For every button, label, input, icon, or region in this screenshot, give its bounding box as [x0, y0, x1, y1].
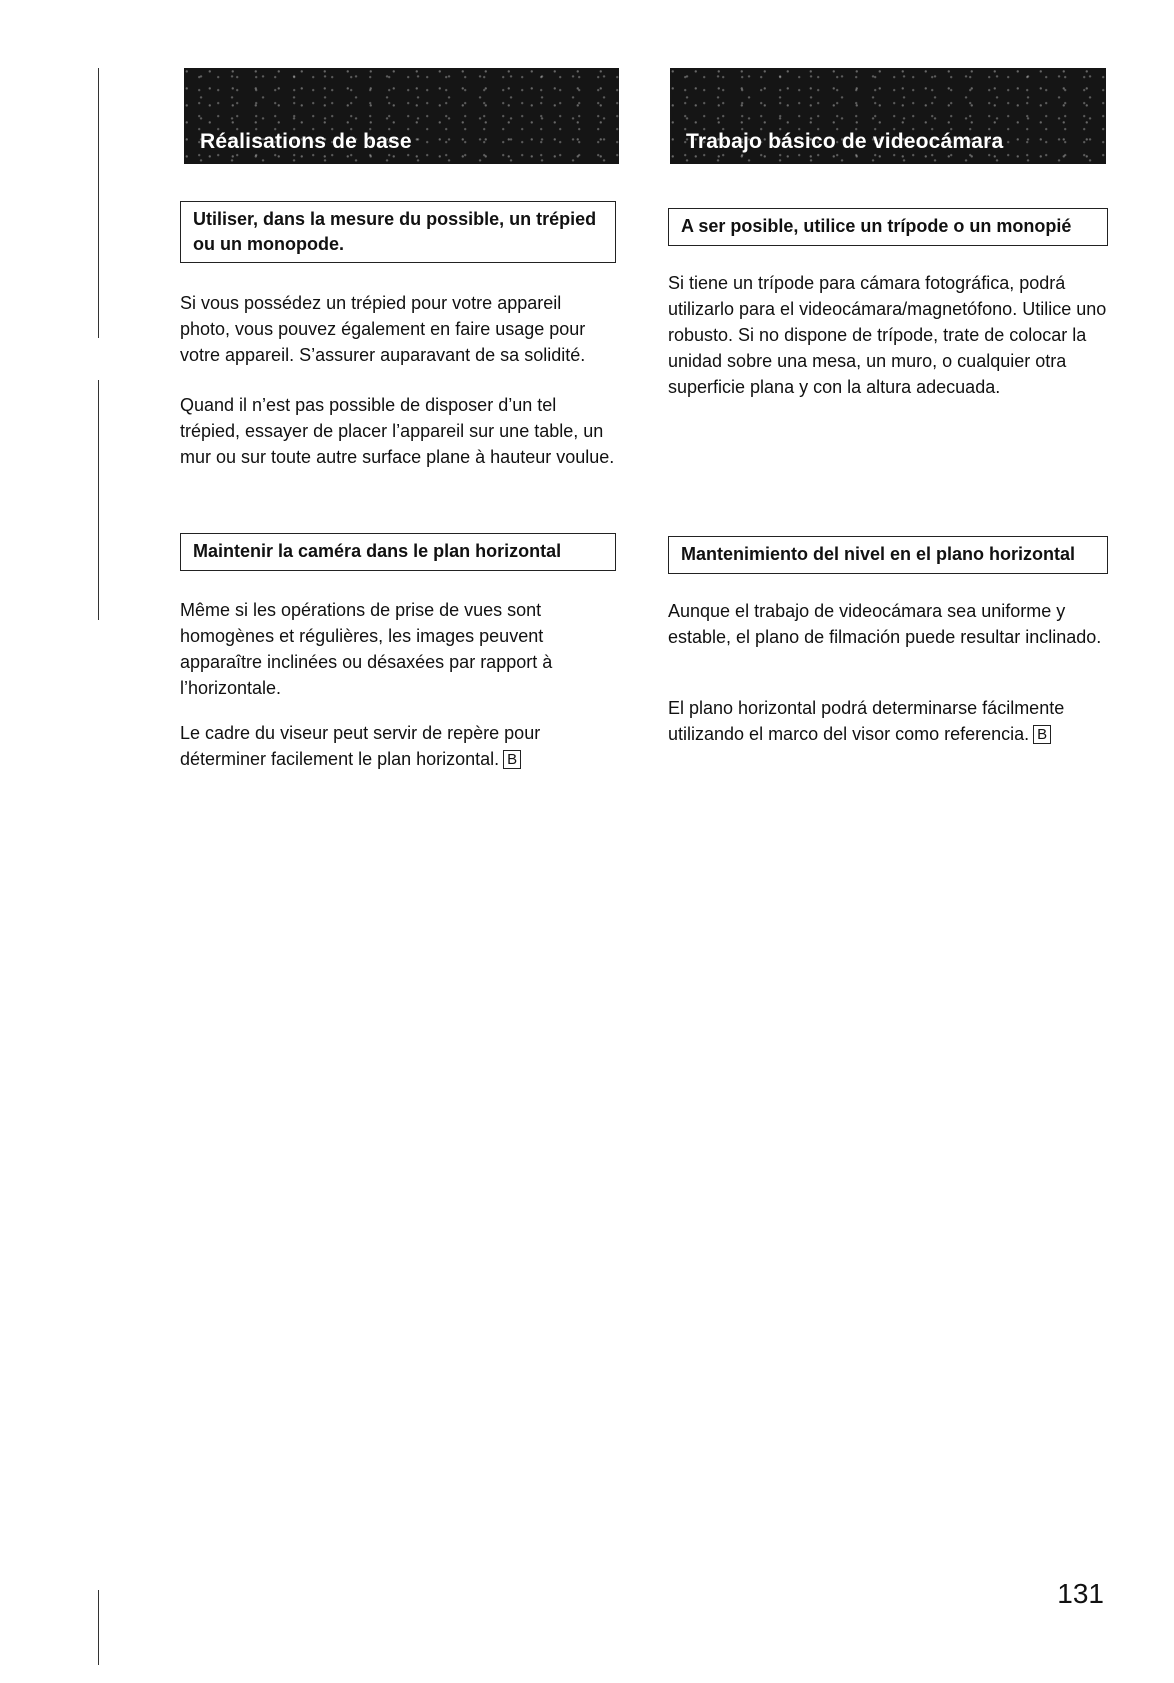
- es-section2-heading: Mantenimiento del nivel en el plano horizontal: [668, 536, 1108, 574]
- fr-section1-body: Si vous possédez un trépied pour votre appareil photo, vous pouvez également en faire usage pour votre appareil. S’assurer auparavant de sa solidité.: [180, 293, 586, 365]
- fr-section1-heading: Utiliser, dans la mesure du possible, un trépied ou un monopode.: [180, 201, 616, 263]
- page-number: 131: [1057, 1578, 1104, 1609]
- fr-section2-body: Même si les opérations de prise de vues sont homogènes et régulières, les images peuvent apparaître inclinées ou désaxées par rapport à l’horizontale.: [180, 600, 553, 698]
- figure-ref-badge: B: [503, 750, 521, 769]
- fr-section2-body2-text: Le cadre du viseur peut servir de repère pour déterminer facilement le plan horizontal.: [180, 723, 541, 769]
- es-section2-body2-text: El plano horizontal podrá determinarse fácilmente utilizando el marco del visor como referencia.: [668, 698, 1065, 744]
- es-section2-body: Aunque el trabajo de videocámara sea uniforme y estable, el plano de filmación puede resultar inclinado.: [668, 601, 1102, 647]
- fr-section2-heading: Maintenir la caméra dans le plan horizontal: [180, 533, 616, 571]
- fr-section1-body2: Quand il n’est pas possible de disposer d’un tel trépied, essayer de placer l’appareil sur une table, un mur ou sur toute autre surface plane à hauteur voulue.: [180, 395, 615, 467]
- es-banner: [670, 68, 1106, 164]
- fr-section2-body2: [180, 720, 600, 772]
- fr-banner: [184, 68, 619, 164]
- margin-rule-top: [98, 68, 99, 338]
- es-section1-heading: A ser posible, utilice un trípode o un monopié: [668, 208, 1108, 246]
- margin-rule-bottom: [98, 1590, 99, 1665]
- margin-rule-middle: [98, 380, 99, 620]
- es-section2-body2: [668, 695, 1108, 747]
- figure-ref-badge-es: B: [1033, 725, 1051, 744]
- es-banner-title: Trabajo básico de videocámara: [686, 130, 1004, 153]
- fr-banner-title: Réalisations de base: [200, 130, 412, 153]
- es-section1-body: Si tiene un trípode para cámara fotográfica, podrá utilizarlo para el videocámara/magnetófono. Utilice uno robusto. Si no dispone de trípode, trate de colocar la unidad sobre una mesa, un muro, o cualquier otra superficie plana y con la altura adecuada.: [668, 273, 1107, 397]
